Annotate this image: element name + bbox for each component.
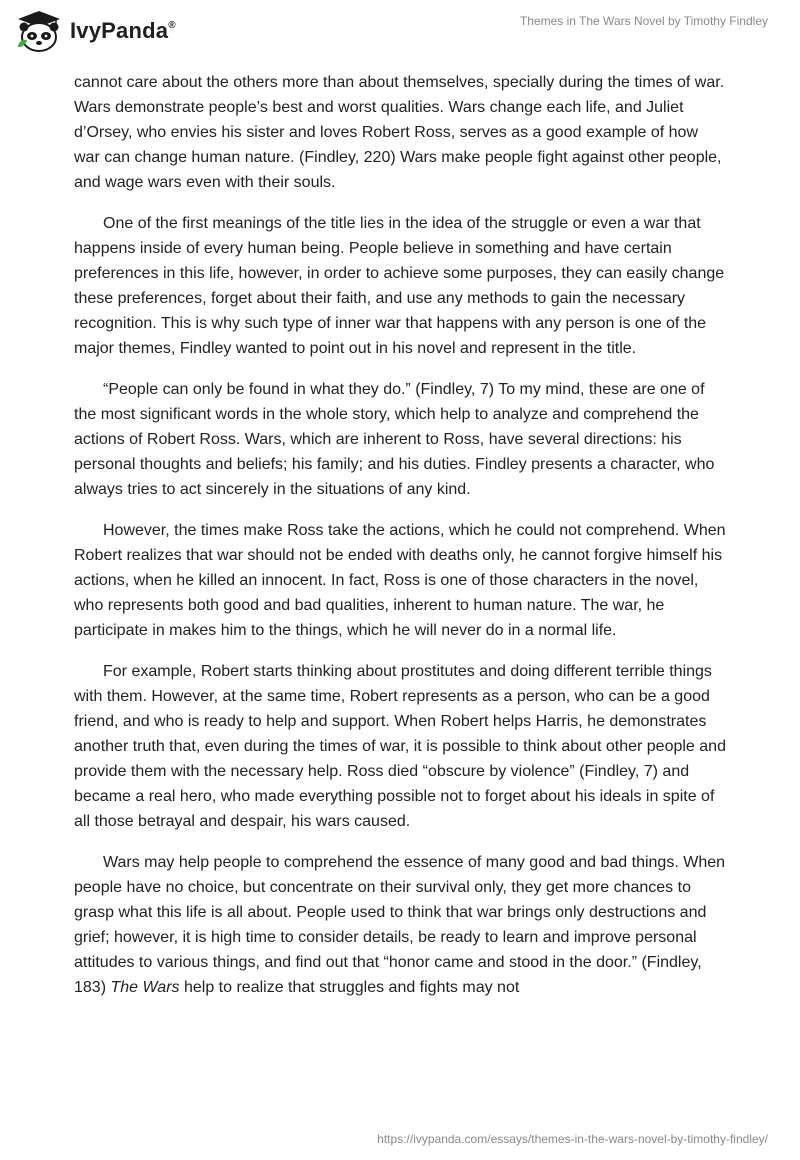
document-title: Themes in The Wars Novel by Timothy Findley xyxy=(519,14,768,28)
paragraph: “People can only be found in what they do.” (Findley, 7) To my mind, these are one of the most significant words in the whole story, which help to analyze and comprehend the actions of Robert Ross. Wars, which are inherent to Ross, have several directions: his personal thoughts and beliefs; his family; and his duties. Findley presents a character, who always tries to act sincerely in the situations of any kind. xyxy=(74,381,715,498)
ivypanda-logo[interactable] xyxy=(14,9,176,53)
logo-wordmark: IvyPanda® xyxy=(70,18,176,43)
paragraph: However, the times make Ross take the actions, which he could not comprehend. When Robert realizes that war should not be ended with deaths only, he cannot forgive himself his actions, when he killed an innocent. In fact, Ross is one of those characters in the novel, who represents both good and bad qualities, inherent to human nature. The war, he participate in makes him to the things, which he will never do in a normal life. xyxy=(74,522,726,639)
book-title-italic: The Wars xyxy=(110,979,180,996)
essay-body xyxy=(74,70,726,1016)
panda-logo-icon xyxy=(14,9,64,53)
paragraph-last: Wars may help people to comprehend the essence of many good and bad things. When people have no choice, but concentrate on their survival only, they get more chances to grasp what this life is all about. People used to think that war brings only destructions and grief; however, it is high time to consider details, be ready to learn and improve personal attitudes to various things, and find out that “honor came and stood in the door.” (Findley, 183) The Wars help to realize that struggles and fights may not xyxy=(74,854,726,996)
paragraph: One of the first meanings of the title lies in the idea of the struggle or even a war that happens inside of every human being. People believe in something and have certain preferences in this life, however, in order to achieve some purposes, they can easily change these preferences, forget about their faith, and use any methods to gain the necessary recognition. This is why such type of inner war that happens with any person is one of the major themes, Findley wanted to point out in his novel and represent in the title. xyxy=(74,215,725,357)
source-url[interactable]: https://ivypanda.com/essays/themes-in-the-wars-novel-by-timothy-findley/ xyxy=(377,1132,768,1146)
paragraph: For example, Robert starts thinking about prostitutes and doing different terrible things with them. However, at the same time, Robert represents as a person, who can be a good friend, and who is ready to help and support. When Robert helps Harris, he demonstrates another truth that, even during the times of war, it is possible to think about other people and provide them with the necessary help. Ross died “obscure by violence” (Findley, 7) and became a real hero, who made everything possible not to forget about his ideals in spite of all those betrayal and despair, his wars caused. xyxy=(74,663,726,830)
page-header xyxy=(0,0,800,70)
paragraph: cannot care about the others more than about themselves, specially during the times of war. Wars demonstrate people’s best and worst qualities. Wars change each life, and Juliet d’Orsey, who envies his sister and loves Robert Ross, serves as a good example of how war can change human nature. (Findley, 220) Wars make people fight against other people, and wage wars even with their souls. xyxy=(74,74,725,191)
